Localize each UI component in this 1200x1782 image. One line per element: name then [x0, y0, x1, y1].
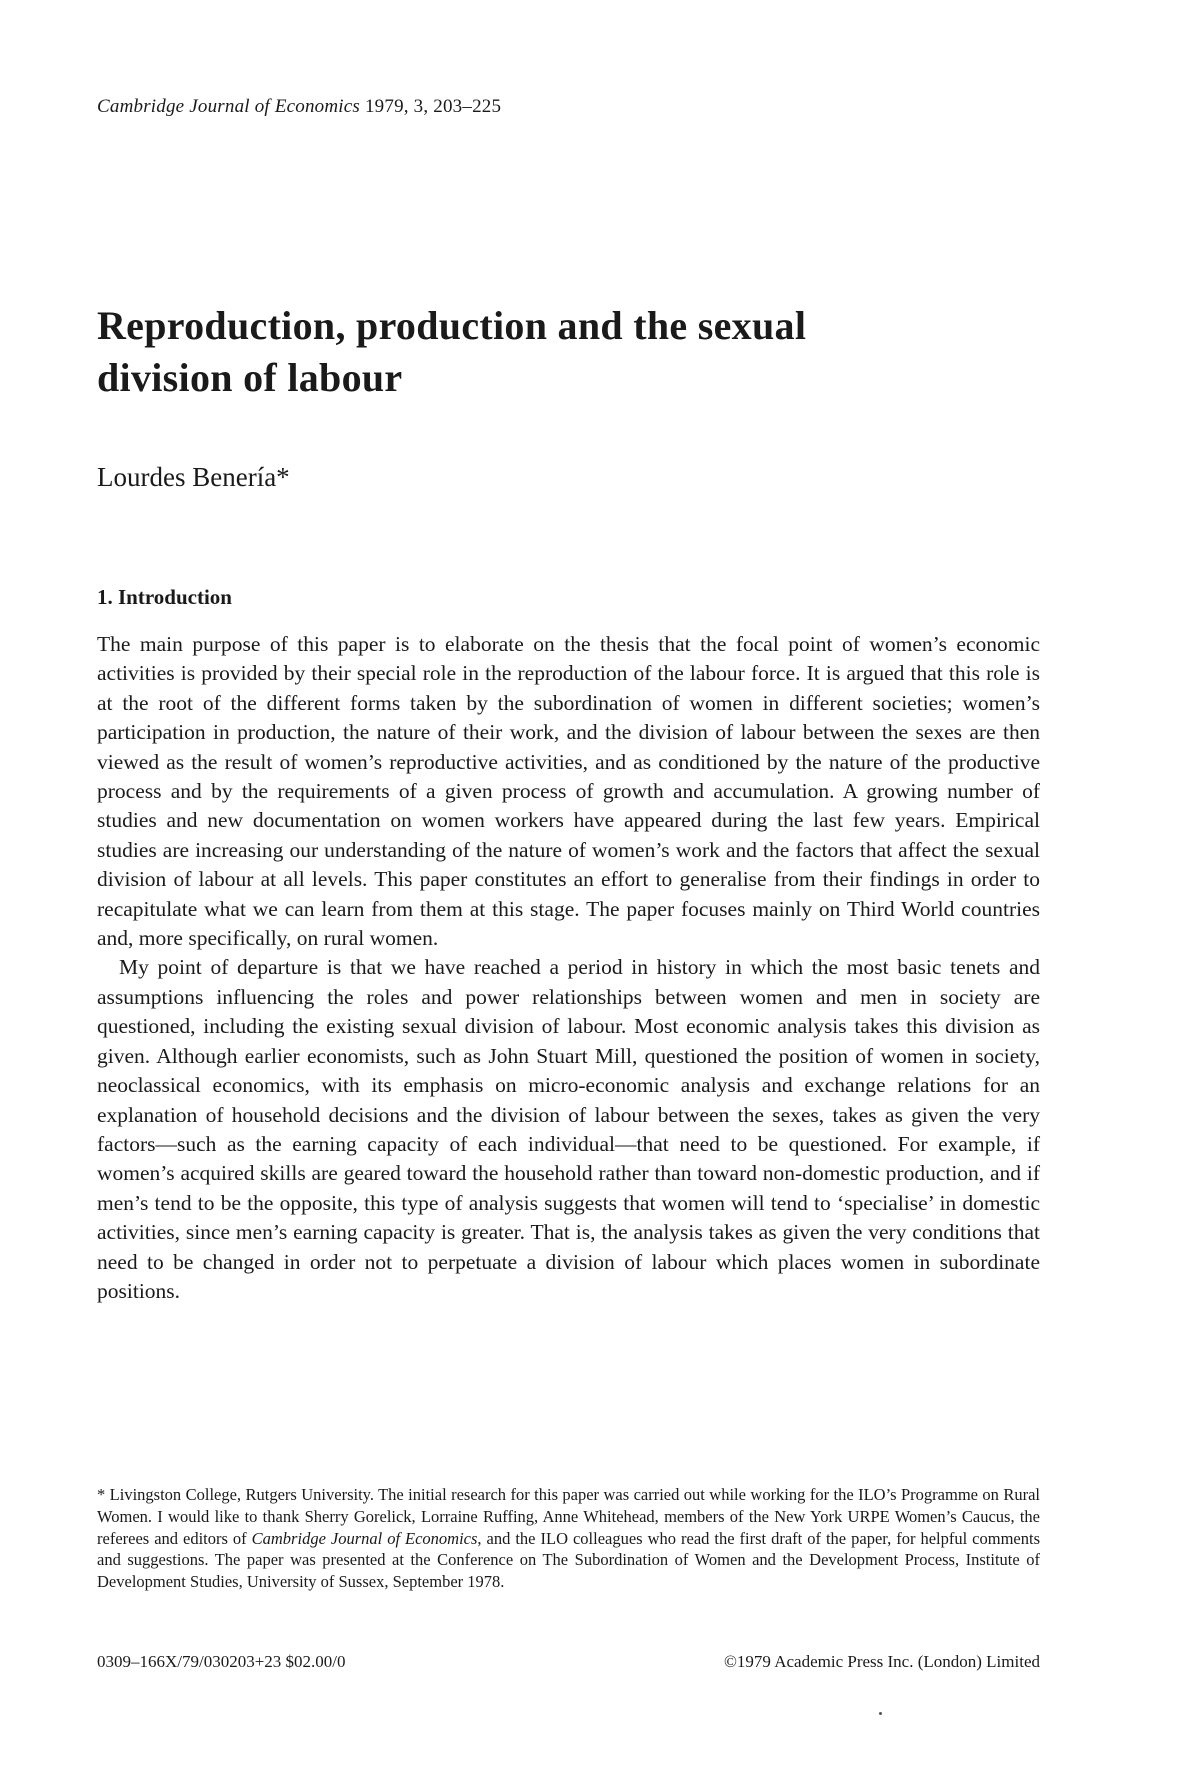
copyright-notice: ©1979 Academic Press Inc. (London) Limited	[723, 1652, 1040, 1671]
footnote	[97, 1484, 1040, 1593]
footnote-marker: *	[97, 1485, 106, 1504]
title-line-1: Reproduction, production and the sexual	[97, 303, 807, 348]
footnote-text-part-1: Livingston College, Rutgers University. The initial research for this paper was carried out while working for the ILO’s Programme on Rural Women. I would like to thank Sherry Gorelick, Lorraine Ruffing, Anne Whitehead, members of the New York URPE Women’s Caucus, the referees and editors of	[97, 1485, 1040, 1548]
paragraph-2: My point of departure is that we have reached a period in history in which the most basic tenets and assumptions influencing the roles and power relationships between women and men in society are questioned, including the existing sexual division of labour. Most economic analysis takes this division as given. Although earlier economists, such as John Stuart Mill, questioned the position of women in society, neoclassical economics, with its emphasis on micro-economic analysis and exchange relations for an explanation of household decisions and the division of labour between the sexes, takes as given the very factors—such as the earning capacity of each individual—that need to be questioned. For example, if women’s acquired skills are geared toward the household rather than toward non-domestic production, and if men’s tend to be the opposite, this type of analysis suggests that women will tend to ‘specialise’ in domestic activities, since men’s earning capacity is greater. That is, the analysis takes as given the very conditions that need to be changed in order not to perpetuate a division of labour which places women in subordinate positions.	[97, 955, 1040, 1303]
article-title	[97, 300, 997, 404]
scan-speck	[879, 1712, 882, 1715]
journal-name: Cambridge Journal of Economics	[97, 96, 361, 117]
footnote-text-part-2: , and the ILO colleagues who read the first draft of the paper, for helpful comments and suggestions. The paper was presented at the Conference on The Subordination of Women and the Development Process, Institute of Development Studies, University of Sussex, September 1978.	[97, 1528, 1040, 1592]
footnote-journal-name: Cambridge Journal of Economics	[251, 1528, 478, 1548]
journal-citation	[97, 96, 501, 118]
author-name: Lourdes Benería*	[97, 462, 290, 492]
citation-details: 1979, 3, 203–225	[360, 96, 502, 117]
issn-code: 0309–166X/79/030203+23 $02.00/0	[97, 1652, 346, 1671]
paragraph-1: The main purpose of this paper is to elaborate on the thesis that the focal point of women’s economic activities is provided by their special role in the reproduction of the labour force. It is argued that this role is at the root of the different forms taken by the subordination of women in different societies; women’s participation in production, the nature of their work, and the division of labour between the sexes are then viewed as the result of women’s reproductive activities, and as conditioned by the nature of the productive process and by the requirements of a given process of growth and accumulation. A growing number of studies and new documentation on women workers have appeared during the last few years. Empirical studies are increasing our understanding of the nature of women’s work and the factors that affect the sexual division of labour at all levels. This paper constitutes an effort to generalise from their findings in order to recapitulate what we can learn from them at this stage. The paper focuses mainly on Third World countries and, more specifically, on rural women.	[97, 632, 1040, 951]
title-line-2: division of labour	[97, 355, 403, 400]
section-heading: 1. Introduction	[97, 585, 232, 609]
body-text	[97, 630, 1040, 1306]
